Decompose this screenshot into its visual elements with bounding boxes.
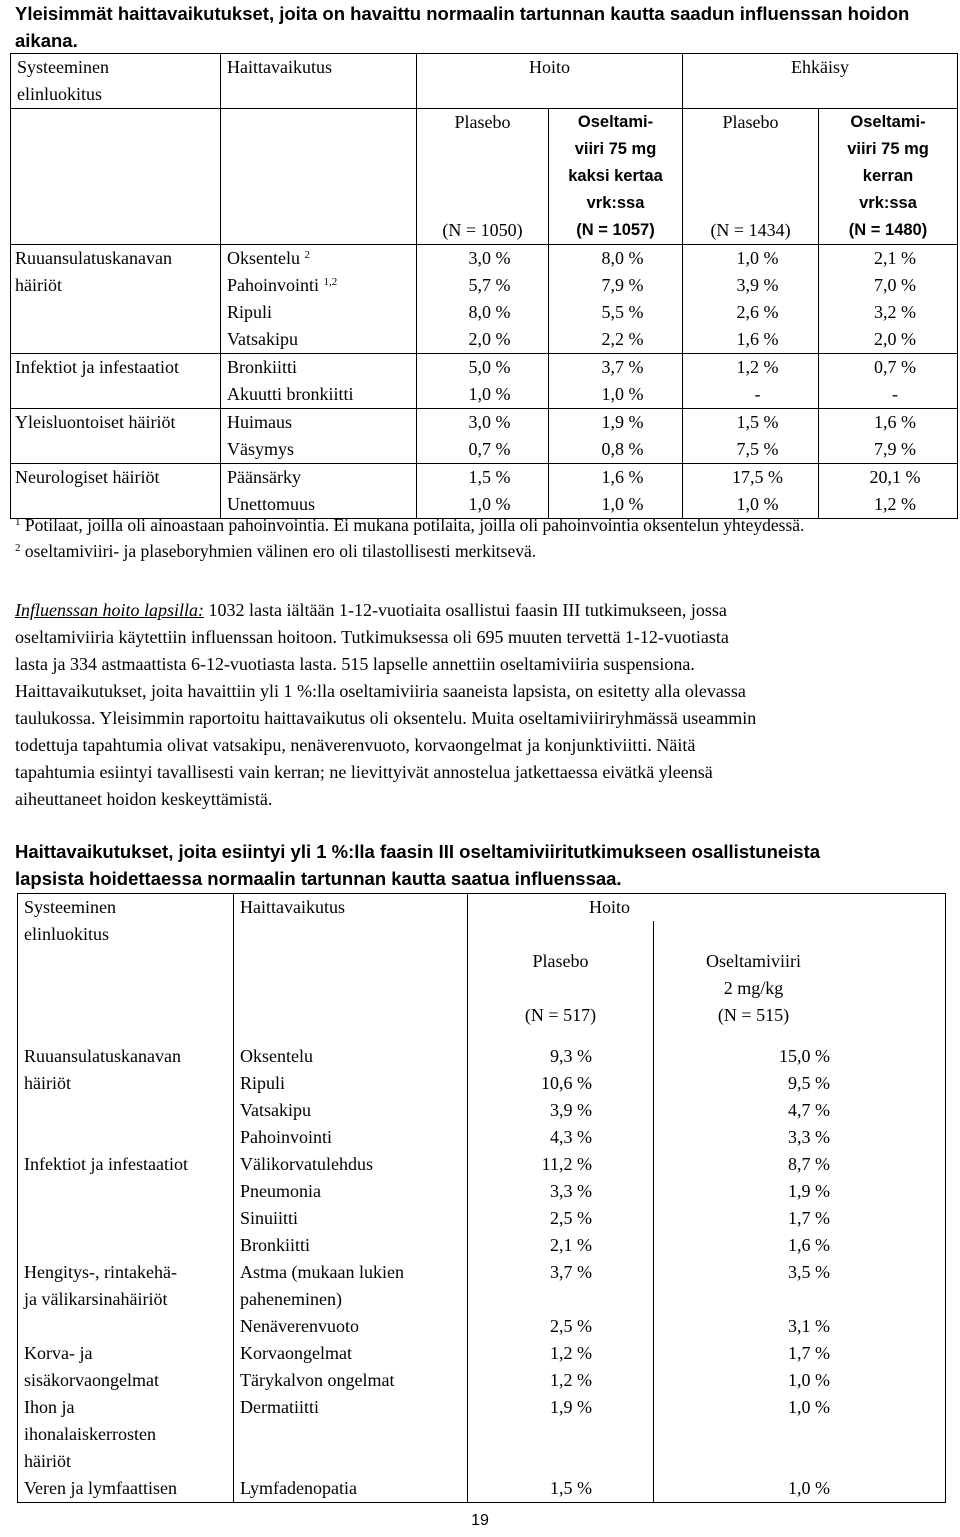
percent-value: 1,0 % [736, 248, 779, 268]
percent-value: 1,0 % [736, 494, 779, 514]
percent-value: 15,0 % [779, 1046, 830, 1066]
adverse-effect [227, 299, 410, 326]
percent-value: 3,5 % [788, 1262, 830, 1282]
paragraph-lead: Influenssan hoito lapsilla: [15, 600, 204, 620]
subheader-oseltamivir [654, 921, 946, 1029]
percent-value: 1,0 % [788, 1397, 830, 1417]
adverse-effect: Lymfadenopatia [240, 1478, 357, 1498]
table-subheader-row [11, 109, 958, 245]
percent-value: 7,9 % [874, 439, 917, 459]
subheader-4 [819, 109, 958, 245]
system-organ-class [18, 1259, 234, 1340]
system-line: Yleisluontoiset häiriöt [15, 412, 176, 432]
footnotes [15, 512, 955, 564]
adverse-effect [227, 272, 410, 299]
adverse-effect-label: Oksentelu [227, 248, 300, 268]
percent-value: 3,1 % [788, 1316, 830, 1336]
subheader-line: Oseltamiviiri [706, 951, 801, 971]
value-cell [549, 409, 683, 464]
adverse-effect [227, 354, 410, 381]
percent-value: 3,2 % [874, 302, 917, 322]
table-group [18, 1259, 946, 1340]
value-cell [468, 1029, 654, 1151]
effect-cell [234, 1151, 468, 1259]
value-cell [468, 1394, 654, 1475]
header-adverse: Haittavaikutus [221, 54, 417, 109]
system-line: häiriöt [24, 1073, 71, 1093]
percent-value: 1,5 % [550, 1478, 592, 1498]
system-line: ja välikarsinahäiriöt [24, 1289, 168, 1309]
percent-value: 3,7 % [601, 357, 644, 377]
adverse-effect-label: Bronkiitti [227, 357, 298, 377]
footnote-number: 1 [15, 516, 21, 528]
value-cell [654, 1151, 946, 1259]
value-cell [683, 245, 819, 354]
effect-cell [221, 409, 417, 464]
adverse-effect-label: Unettomuus [227, 494, 315, 514]
system-organ-class [11, 464, 221, 519]
empty-cell [221, 109, 417, 245]
header-prevention: Ehkäisy [683, 54, 958, 109]
percent-value: 1,6 % [788, 1235, 830, 1255]
percent-value: 8,7 % [788, 1154, 830, 1174]
value-cell [468, 1151, 654, 1259]
system-organ-class [18, 1340, 234, 1394]
children-adverse-effects-table [17, 893, 946, 1503]
subheader-name-line: kerran [862, 167, 914, 185]
subheader-name-line: vrk:ssa [859, 194, 917, 212]
system-line: Ruuansulatuskanavan [24, 1046, 181, 1066]
children-treatment-paragraph [15, 597, 950, 813]
heading-adverse-effects-children [15, 838, 945, 892]
subheader-name-line: vrk:ssa [586, 194, 645, 212]
system-organ-class [18, 1475, 234, 1503]
adverse-effect-label: Päänsärky [227, 467, 301, 487]
adverse-effect: Oksentelu [240, 1046, 313, 1066]
value-cell [417, 354, 549, 409]
subheader-line: (N = 515) [717, 1005, 790, 1025]
paragraph-text: Haittavaikutukset, joita havaittiin yli 1 %:lla oseltamiviiria saaneista lapsista, on esitetty alla olevassa [15, 681, 746, 701]
percent-value: 1,7 % [788, 1208, 830, 1228]
system-line: Infektiot ja infestaatiot [24, 1154, 188, 1174]
effect-cell [234, 1394, 468, 1475]
system-line: häiriöt [24, 1451, 71, 1471]
adverse-effect-label: Pahoinvointi [227, 275, 320, 295]
subheader-n: (N = 1480) [848, 221, 928, 239]
header-system-line: Systeeminen [24, 897, 116, 917]
percent-value: 0,7 % [468, 439, 511, 459]
header-treatment: Hoito [468, 894, 946, 922]
spacer [534, 1286, 647, 1313]
heading2-line: Haittavaikutukset, joita esiintyi yli 1 %:lla faasin III oseltamiviiritutkimukseen osallistuneista [15, 841, 821, 862]
percent-value: 3,0 % [468, 248, 511, 268]
system-organ-class [11, 409, 221, 464]
value-cell [417, 409, 549, 464]
percent-value: 8,0 % [468, 302, 511, 322]
percent-value: - [892, 384, 899, 404]
value-cell [819, 245, 958, 354]
adverse-effect: Välikorvatulehdus [240, 1154, 373, 1174]
percent-value: - [754, 384, 761, 404]
subheader-3 [683, 109, 819, 245]
subheader-n: (N = 1434) [710, 220, 791, 240]
footnote-ref: 2 [304, 249, 310, 261]
adverse-effect-label: Väsymys [227, 439, 294, 459]
effect-cell [221, 464, 417, 519]
adverse-effect: Sinuiitti [240, 1208, 299, 1228]
header-system-line: elinluokitus [24, 924, 109, 944]
subheader-name [825, 109, 951, 217]
percent-value: 2,5 % [550, 1316, 592, 1336]
subheader-name-line: kaksi kertaa [568, 167, 663, 185]
percent-value: 7,5 % [736, 439, 779, 459]
percent-value: 1,0 % [601, 384, 644, 404]
percent-value: 1,9 % [788, 1181, 830, 1201]
header-system-line: elinluokitus [17, 84, 102, 104]
paragraph-text: todettuja tapahtumia olivat vatsakipu, nenäverenvuoto, korvaongelmat ja konjunktiviitti. Näitä [15, 735, 696, 755]
percent-value: 1,9 % [601, 412, 644, 432]
adverse-effect [227, 436, 410, 463]
table-group [18, 1394, 946, 1475]
footnote-text: oseltamiviiri- ja plaseboryhmien välinen ero oli tilastollisesti merkitsevä. [24, 541, 537, 561]
paragraph-line [15, 624, 950, 651]
percent-value: 1,9 % [550, 1397, 592, 1417]
percent-value: 1,6 % [601, 467, 644, 487]
paragraph-line [15, 759, 950, 786]
paragraph-line [15, 705, 950, 732]
percent-value: 20,1 % [869, 467, 921, 487]
subheader-name-line: Plasebo [722, 112, 779, 132]
percent-value: 3,3 % [550, 1181, 592, 1201]
percent-value: 10,6 % [541, 1073, 592, 1093]
value-cell [468, 1340, 654, 1394]
value-cell [819, 464, 958, 519]
subheader-name-line: Oseltami- [850, 113, 926, 131]
percent-value: 1,2 % [550, 1370, 592, 1390]
subheader-n: (N = 1050) [442, 220, 523, 240]
page-number: 19 [471, 1512, 489, 1529]
adverse-effect: paheneminen) [240, 1289, 342, 1309]
percent-value: 7,9 % [601, 275, 644, 295]
percent-value: 2,6 % [736, 302, 779, 322]
system-line: Ihon ja [24, 1397, 75, 1417]
percent-value: 5,0 % [468, 357, 511, 377]
paragraph-line [15, 678, 950, 705]
adverse-effect [227, 464, 410, 491]
adverse-effect [227, 409, 410, 436]
percent-value: 0,7 % [874, 357, 917, 377]
system-line: Infektiot ja infestaatiot [15, 357, 179, 377]
header-system [11, 54, 221, 109]
adverse-effect: Pneumonia [240, 1181, 321, 1201]
value-cell [654, 1394, 946, 1475]
percent-value: 2,0 % [874, 329, 917, 349]
percent-value: 1,0 % [601, 494, 644, 514]
value-cell [683, 354, 819, 409]
percent-value: 1,2 % [550, 1343, 592, 1363]
adverse-effect: Vatsakipu [240, 1100, 311, 1120]
subheader-line: (N = 517) [524, 1005, 597, 1025]
table-group [18, 1151, 946, 1259]
subheader-name [555, 109, 676, 217]
adverse-effect-label: Ripuli [227, 302, 273, 322]
adverse-effect: Tärykalvon ongelmat [240, 1370, 395, 1390]
system-organ-class [18, 1394, 234, 1475]
table-header-row [11, 54, 958, 109]
table-group [11, 354, 958, 409]
spacer [240, 1421, 461, 1448]
value-cell [654, 1475, 946, 1503]
percent-value: 5,5 % [601, 302, 644, 322]
system-line: Veren ja lymfaattisen [24, 1478, 177, 1498]
percent-value: 17,5 % [732, 467, 784, 487]
percent-value: 2,0 % [468, 329, 511, 349]
system-line: häiriöt [15, 275, 62, 295]
table-group [11, 245, 958, 354]
percent-value: 2,1 % [550, 1235, 592, 1255]
footnote-ref: 1,2 [323, 276, 338, 288]
system-organ-class [18, 1029, 234, 1151]
table-group [11, 409, 958, 464]
paragraph-text: lasta ja 334 astmaattista 6-12-vuotiasta lasta. 515 lapselle annettiin oseltamiviiria suspensiona. [15, 654, 695, 674]
value-cell [417, 464, 549, 519]
subheader-line: 2 mg/kg [723, 978, 784, 998]
percent-value: 1,2 % [736, 357, 779, 377]
percent-value: 0,8 % [601, 439, 644, 459]
subheader-line: Plasebo [532, 951, 589, 971]
percent-value: 7,0 % [874, 275, 917, 295]
value-cell [654, 1259, 946, 1340]
subheader-placebo [468, 921, 654, 1029]
adverse-effect: Nenäverenvuoto [240, 1316, 359, 1336]
paragraph-line [15, 651, 950, 678]
spacer [240, 1448, 461, 1475]
percent-value: 3,9 % [736, 275, 779, 295]
value-cell [683, 409, 819, 464]
adverse-effect: Korvaongelmat [240, 1343, 352, 1363]
paragraph-text: taulukossa. Yleisimmin raportoitu haittavaikutus oli oksentelu. Muita oseltamiviiriryhmässä useammin [15, 708, 757, 728]
adverse-effect-label: Vatsakipu [227, 329, 298, 349]
heading2-line: lapsista hoidettaessa normaalin tartunnan kautta saatua influenssaa. [15, 868, 622, 889]
adverse-effect [227, 326, 410, 353]
value-cell [417, 245, 549, 354]
footnote [15, 538, 955, 564]
value-cell [654, 1029, 946, 1151]
footnote-number: 2 [15, 542, 21, 554]
percent-value: 1,6 % [736, 329, 779, 349]
table-group [18, 1475, 946, 1503]
value-cell [549, 245, 683, 354]
header-system-line: Systeeminen [17, 57, 109, 77]
adverse-effect: Astma (mukaan lukien [240, 1262, 404, 1282]
paragraph-line [15, 786, 950, 813]
percent-value: 1,6 % [874, 412, 917, 432]
percent-value: 3,9 % [550, 1100, 592, 1120]
spacer [772, 1286, 939, 1313]
paragraph-text: 1032 lasta iältään 1-12-vuotiaita osallistui faasin III tutkimukseen, jossa [204, 600, 727, 620]
table-group [11, 464, 958, 519]
subheader-name-line: Oseltami- [577, 113, 654, 131]
percent-value: 1,7 % [788, 1343, 830, 1363]
system-organ-class [11, 354, 221, 409]
subheader-name [689, 109, 812, 136]
subheader-line [474, 975, 647, 1002]
header-system [18, 894, 234, 1030]
table-group [18, 1029, 946, 1151]
percent-value: 1,0 % [788, 1478, 830, 1498]
system-line: Hengitys-, rintakehä- [24, 1262, 177, 1282]
empty-cell [11, 109, 221, 245]
adverse-effect: Ripuli [240, 1073, 286, 1093]
percent-value: 2,5 % [550, 1208, 592, 1228]
value-cell [549, 354, 683, 409]
adverse-effect [227, 245, 410, 272]
system-line: sisäkorvaongelmat [24, 1370, 159, 1390]
system-line: Ruuansulatuskanavan [15, 248, 172, 268]
percent-value: 1,5 % [736, 412, 779, 432]
system-organ-class [18, 1151, 234, 1259]
value-cell [654, 1340, 946, 1394]
percent-value: 2,2 % [601, 329, 644, 349]
adult-adverse-effects-table [10, 53, 958, 519]
system-line: Neurologiset häiriöt [15, 467, 160, 487]
adverse-effect-label: Akuutti bronkiitti [227, 384, 354, 404]
subheader-name [423, 109, 542, 136]
paragraph-text: tapahtumia esiintyi tavallisesti vain kerran; ne lievittyivät annostelua jatkettaessa eivätkä yleensä [15, 762, 713, 782]
percent-value: 5,7 % [468, 275, 511, 295]
paragraph-text: aiheuttaneet hoidon keskeyttämistä. [15, 789, 273, 809]
percent-value: 1,5 % [468, 467, 511, 487]
subheader-name-line: viiri 75 mg [574, 140, 657, 158]
percent-value: 11,2 % [541, 1154, 592, 1174]
paragraph-line [15, 732, 950, 759]
percent-value: 9,5 % [788, 1073, 830, 1093]
adverse-effect-label: Huimaus [227, 412, 292, 432]
percent-value: 1,0 % [468, 384, 511, 404]
subheader-n: (N = 1057) [576, 221, 655, 239]
effect-cell [234, 1340, 468, 1394]
adverse-effect: Pahoinvointi [240, 1127, 333, 1147]
percent-value: 4,3 % [550, 1127, 592, 1147]
subheader-name-line: viiri 75 mg [847, 140, 929, 158]
header-treatment: Hoito [417, 54, 683, 109]
value-cell [468, 1475, 654, 1503]
subheader-oseltamivir-inner [706, 948, 801, 1029]
paragraph-line [15, 597, 950, 624]
value-cell [468, 1259, 654, 1340]
effect-cell [221, 245, 417, 354]
value-cell [683, 464, 819, 519]
percent-value: 2,1 % [874, 248, 917, 268]
footnote-text: Potilaat, joilla oli ainoastaan pahoinvointia. Ei mukana potilaita, joilla oli pahoinvointia oksentelun yhteydessä. [24, 515, 805, 535]
system-organ-class [11, 245, 221, 354]
table-group [18, 1340, 946, 1394]
adverse-effect [227, 381, 410, 408]
percent-value: 8,0 % [601, 248, 644, 268]
percent-value: 1,2 % [874, 494, 917, 514]
value-cell [819, 409, 958, 464]
percent-value: 3,0 % [468, 412, 511, 432]
table-header-row [18, 894, 946, 922]
effect-cell [234, 1259, 468, 1340]
footnote [15, 512, 955, 538]
percent-value: 3,3 % [788, 1127, 830, 1147]
value-cell [549, 464, 683, 519]
effect-cell [234, 1475, 468, 1503]
percent-value: 1,0 % [468, 494, 511, 514]
subheader-name-line: Plasebo [454, 112, 511, 132]
percent-value: 4,7 % [788, 1100, 830, 1120]
percent-value: 1,0 % [788, 1370, 830, 1390]
value-cell [819, 354, 958, 409]
effect-cell [221, 354, 417, 409]
adverse-effect: Bronkiitti [240, 1235, 311, 1255]
effect-cell [234, 1029, 468, 1151]
percent-value: 9,3 % [550, 1046, 592, 1066]
header-adverse: Haittavaikutus [234, 894, 468, 1030]
paragraph-text: oseltamiviiria käytettiin influenssan hoitoon. Tutkimuksessa oli 695 muuten tervettä 1-12-vuotiasta [15, 627, 729, 647]
percent-value: 3,7 % [550, 1262, 592, 1282]
adverse-effect: Dermatiitti [240, 1397, 319, 1417]
subheader-1 [417, 109, 549, 245]
heading-adverse-effects-adults: Yleisimmät haittavaikutukset, joita on havaittu normaalin tartunnan kautta saadun influenssan hoidon aikana. [15, 3, 910, 51]
system-line: Korva- ja [24, 1343, 93, 1363]
subheader-2 [549, 109, 683, 245]
system-line: ihonalaiskerrosten [24, 1424, 156, 1444]
